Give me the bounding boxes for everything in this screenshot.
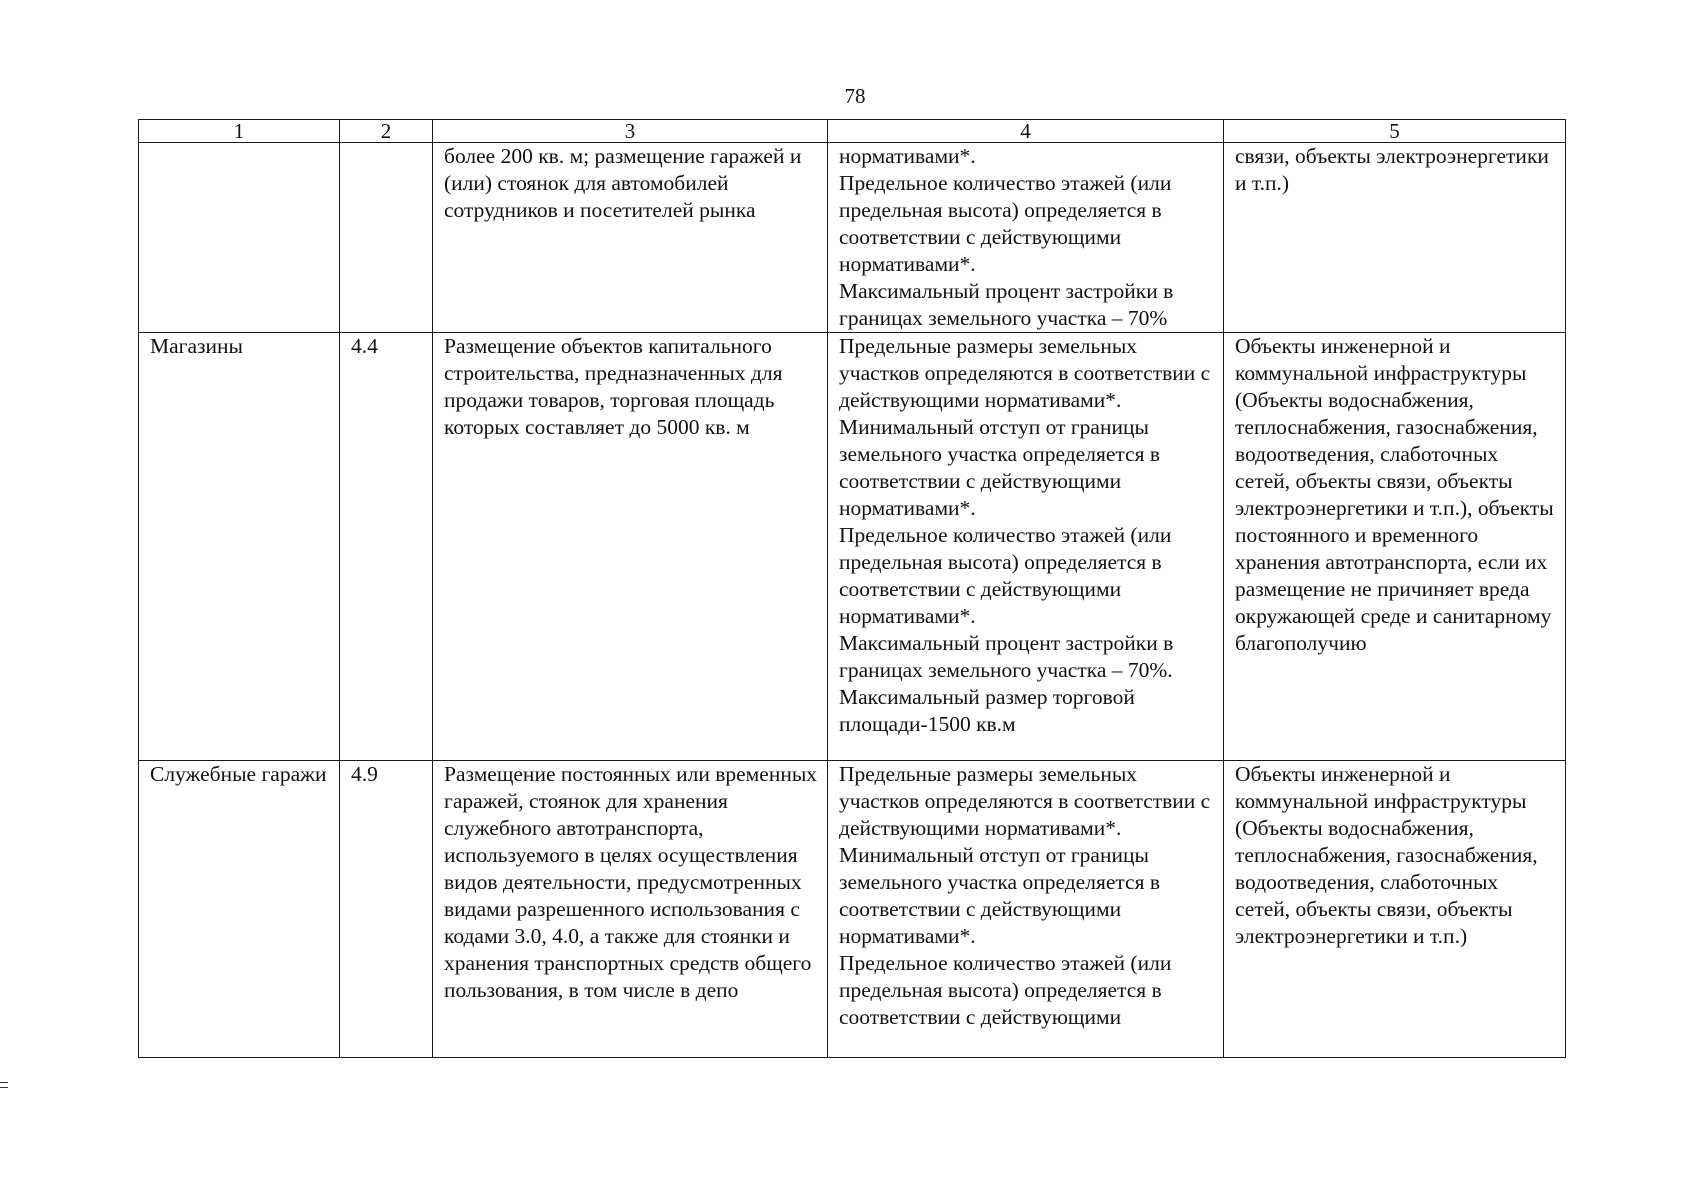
page-number: 78 bbox=[844, 84, 866, 108]
use-code-cell bbox=[340, 143, 433, 333]
table-row bbox=[139, 143, 1566, 333]
parameters-cell: Предельные размеры земельных участков определяются в соответствии с действующими нормативами*. Минимальный отступ от границы земельного участка определяется в соответствии с действующими нормативами*. Предельное количество этажей (или предельная высота) определяется в соответствии с действующими нормативами*. Максимальный процент застройки в границах земельного участка – 70%. Максимальный размер торговой площади-1500 кв.м bbox=[828, 333, 1224, 761]
column-header-1: 1 bbox=[139, 120, 340, 143]
use-description-cell: Размещение постоянных или временных гаражей, стоянок для хранения служебного автотранспорта, используемого в целях осуществления видов деятельности, предусмотренных видами разрешенного использования с кодами 3.0, 4.0, а также для стоянки и хранения транспортных средств общего пользования, в том числе в депо bbox=[433, 761, 828, 1058]
use-description-cell: более 200 кв. м; размещение гаражей и (или) стоянок для автомобилей сотрудников и посетителей рынка bbox=[433, 143, 828, 333]
auxiliary-uses-cell: связи, объекты электроэнергетики и т.п.) bbox=[1224, 143, 1566, 333]
use-code-cell: 4.4 bbox=[340, 333, 433, 761]
column-header-2: 2 bbox=[340, 120, 433, 143]
zoning-regulations-table bbox=[138, 119, 1566, 1058]
auxiliary-uses-cell: Объекты инженерной и коммунальной инфраструктуры (Объекты водоснабжения, теплоснабжения, газоснабжения, водоотведения, слаботочных сетей, объекты связи, объекты электроэнергетики и т.п.), объекты постоянного и временного хранения автотранспорта, если их размещение не причиняет вреда окружающей среде и санитарному благополучию bbox=[1224, 333, 1566, 761]
column-header-3: 3 bbox=[433, 120, 828, 143]
table-header-row bbox=[139, 120, 1566, 143]
auxiliary-uses-cell: Объекты инженерной и коммунальной инфраструктуры (Объекты водоснабжения, теплоснабжения, газоснабжения, водоотведения, слаботочных сетей, объекты связи, объекты электроэнергетики и т.п.) bbox=[1224, 761, 1566, 1058]
table-row bbox=[139, 333, 1566, 761]
table-row bbox=[139, 761, 1566, 1058]
use-name-cell: Служебные гаражи bbox=[139, 761, 340, 1058]
use-name-cell bbox=[139, 143, 340, 333]
use-code-cell: 4.9 bbox=[340, 761, 433, 1058]
use-description-cell: Размещение объектов капитального строительства, предназначенных для продажи товаров, торговая площадь которых составляет до 5000 кв. м bbox=[433, 333, 828, 761]
column-header-5: 5 bbox=[1224, 120, 1566, 143]
margin-mark bbox=[0, 1082, 8, 1096]
parameters-cell: нормативами*. Предельное количество этажей (или предельная высота) определяется в соответствии с действующими нормативами*. Максимальный процент застройки в границах земельного участка – 70% bbox=[828, 143, 1224, 333]
parameters-cell: Предельные размеры земельных участков определяются в соответствии с действующими нормативами*. Минимальный отступ от границы земельного участка определяется в соответствии с действующими нормативами*. Предельное количество этажей (или предельная высота) определяется в соответствии с действующими bbox=[828, 761, 1224, 1058]
use-name-cell: Магазины bbox=[139, 333, 340, 761]
column-header-4: 4 bbox=[828, 120, 1224, 143]
